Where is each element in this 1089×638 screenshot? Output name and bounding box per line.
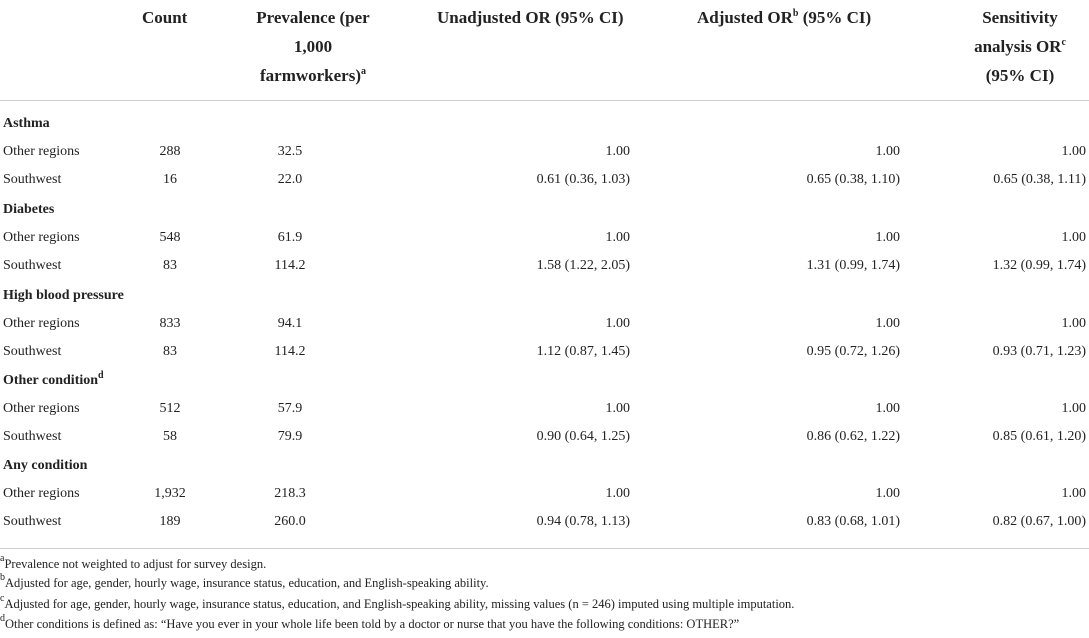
header-count: Count (142, 8, 188, 27)
footnote-text: Adjusted for age, gender, hourly wage, insurance status, education, and English-speaking ability, missing values (n = 246) imputed using multiple imputation. (4, 597, 795, 611)
table-row (0, 338, 1089, 366)
header-prevalence-line2: 1,000 (293, 37, 333, 56)
footnote-text: Prevalence not weighted to adjust for survey design. (4, 557, 267, 571)
group-label-other-condition (3, 367, 104, 395)
count-cell: 58 (163, 429, 177, 444)
table-row (0, 508, 1089, 536)
unadjusted-or-cell: 1.12 (0.87, 1.45) (536, 344, 630, 359)
footnote-c (0, 593, 795, 612)
sensitivity-or-cell: 1.00 (1061, 486, 1086, 501)
group-label-any-condition: Any condition (3, 458, 88, 473)
group-row-diabetes (0, 196, 1089, 224)
count-cell: 548 (159, 230, 181, 245)
header-sensitivity-line1: Sensitivity (982, 8, 1058, 27)
header-sensitivity-line2: analysis OR (974, 37, 1062, 56)
prevalence-cell: 94.1 (277, 316, 303, 331)
footnote-a (0, 553, 267, 572)
sensitivity-or-cell: 1.00 (1061, 230, 1086, 245)
row-label: Other regions (3, 401, 80, 416)
sensitivity-or-cell: 0.65 (0.38, 1.11) (993, 172, 1086, 187)
group-label-asthma: Asthma (3, 116, 50, 131)
unadjusted-or-cell: 0.61 (0.36, 1.03) (536, 172, 630, 187)
header-sensitivity-sup: c (1061, 37, 1066, 48)
count-cell: 83 (163, 344, 177, 359)
unadjusted-or-cell: 1.00 (605, 230, 630, 245)
prevalence-cell: 114.2 (274, 344, 306, 359)
adjusted-or-cell: 1.00 (875, 486, 900, 501)
prevalence-cell: 218.3 (274, 486, 306, 501)
prevalence-cell: 61.9 (277, 230, 303, 245)
adjusted-or-cell: 0.65 (0.38, 1.10) (806, 172, 900, 187)
header-unadjusted: Unadjusted OR (95% CI) (437, 8, 624, 27)
row-label: Southwest (3, 514, 62, 529)
count-cell: 16 (163, 172, 177, 187)
sensitivity-or-cell: 0.93 (0.71, 1.23) (992, 344, 1086, 359)
header-adjusted (697, 3, 871, 32)
header-sensitivity (955, 3, 1085, 90)
header-rule (0, 100, 1089, 101)
unadjusted-or-cell: 1.00 (605, 401, 630, 416)
adjusted-or-cell: 1.00 (875, 401, 900, 416)
prevalence-cell: 22.0 (277, 172, 303, 187)
group-row-high-blood-pressure (0, 282, 1089, 310)
table-row (0, 395, 1089, 423)
footnote-d (0, 613, 740, 632)
table-row (0, 224, 1089, 252)
count-cell: 189 (159, 514, 181, 529)
unadjusted-or-cell: 0.90 (0.64, 1.25) (536, 429, 630, 444)
footnote-text: Other conditions is defined as: “Have you ever in your whole life been told by a doctor or nurse that you have the following conditions: OTHER?” (5, 617, 740, 631)
prevalence-cell: 32.5 (277, 144, 303, 159)
group-label-diabetes: Diabetes (3, 202, 55, 217)
header-prevalence-sup: a (361, 66, 366, 77)
footnote-mark: a (0, 553, 5, 564)
table-row (0, 480, 1089, 508)
adjusted-or-cell: 0.83 (0.68, 1.01) (806, 514, 900, 529)
count-cell: 833 (159, 316, 181, 331)
table-row (0, 252, 1089, 280)
prevalence-cell: 260.0 (274, 514, 306, 529)
adjusted-or-cell: 1.00 (875, 144, 900, 159)
footnote-mark: d (0, 613, 5, 624)
row-label: Other regions (3, 316, 80, 331)
header-prevalence (248, 3, 378, 90)
header-prevalence-line3: farmworkers) (259, 66, 361, 85)
header-sensitivity-line3: (95% CI) (985, 66, 1055, 85)
row-label: Other regions (3, 230, 80, 245)
group-row-other-condition (0, 367, 1089, 395)
adjusted-or-cell: 0.86 (0.62, 1.22) (806, 429, 900, 444)
prevalence-cell: 57.9 (277, 401, 303, 416)
sensitivity-or-cell: 1.32 (0.99, 1.74) (992, 258, 1086, 273)
header-adjusted-sup: b (792, 8, 799, 19)
adjusted-or-cell: 1.00 (875, 316, 900, 331)
table-row (0, 423, 1089, 451)
row-label: Southwest (3, 344, 62, 359)
prevalence-cell: 79.9 (277, 429, 303, 444)
bottom-rule (0, 548, 1089, 549)
group-row-any-condition (0, 452, 1089, 480)
sensitivity-or-cell: 0.85 (0.61, 1.20) (992, 429, 1086, 444)
row-label: Southwest (3, 429, 62, 444)
adjusted-or-cell: 0.95 (0.72, 1.26) (806, 344, 900, 359)
sensitivity-or-cell: 1.00 (1061, 316, 1086, 331)
count-cell: 83 (163, 258, 177, 273)
count-cell: 512 (159, 401, 181, 416)
unadjusted-or-cell: 1.00 (605, 316, 630, 331)
unadjusted-or-cell: 1.00 (605, 144, 630, 159)
row-label: Other regions (3, 486, 80, 501)
count-cell: 288 (159, 144, 181, 159)
unadjusted-or-cell: 1.00 (605, 486, 630, 501)
adjusted-or-cell: 1.31 (0.99, 1.74) (806, 258, 900, 273)
group-label-high-blood-pressure: High blood pressure (3, 288, 124, 303)
prevalence-cell: 114.2 (274, 258, 306, 273)
count-cell: 1,932 (154, 486, 186, 501)
group-label-other-condition-text: Other condition (3, 373, 99, 388)
table-row (0, 310, 1089, 338)
sensitivity-or-cell: 0.82 (0.67, 1.00) (992, 514, 1086, 529)
row-label: Southwest (3, 258, 62, 273)
group-label-other-condition-sup: d (98, 370, 104, 381)
footnote-mark: b (0, 572, 5, 583)
table-row (0, 138, 1089, 166)
header-adjusted-text: Adjusted OR (697, 8, 793, 27)
unadjusted-or-cell: 0.94 (0.78, 1.13) (536, 514, 630, 529)
sensitivity-or-cell: 1.00 (1061, 401, 1086, 416)
row-label: Other regions (3, 144, 80, 159)
header-prevalence-line1: Prevalence (per (256, 8, 370, 27)
header-adjusted-ci: (95% CI) (798, 8, 872, 27)
footnote-text: Adjusted for age, gender, hourly wage, insurance status, education, and English-speaking ability. (5, 576, 489, 590)
table-row (0, 166, 1089, 194)
footnote-mark: c (0, 593, 5, 604)
footnote-b (0, 572, 489, 591)
row-label: Southwest (3, 172, 62, 187)
sensitivity-or-cell: 1.00 (1061, 144, 1086, 159)
adjusted-or-cell: 1.00 (875, 230, 900, 245)
group-row-asthma (0, 110, 1089, 138)
unadjusted-or-cell: 1.58 (1.22, 2.05) (536, 258, 630, 273)
